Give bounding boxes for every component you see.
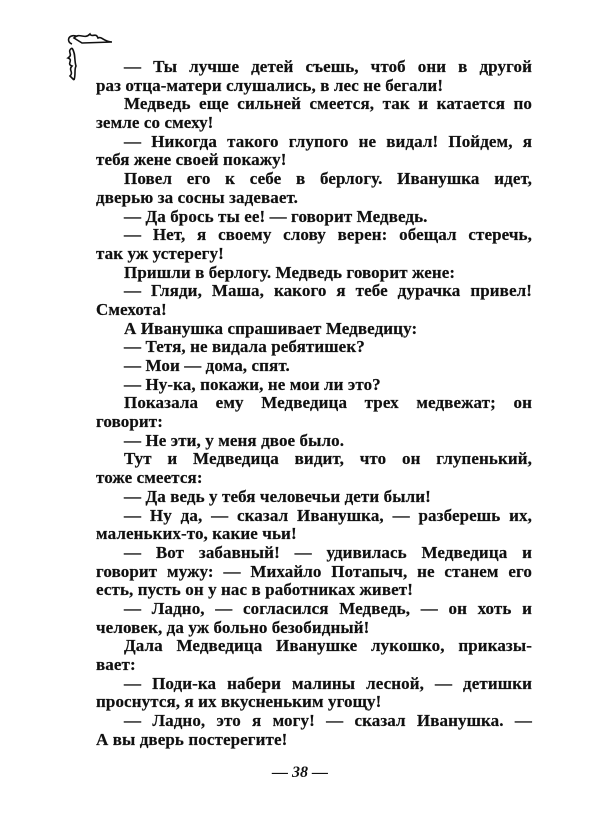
text-line: тоже смеется: — [96, 468, 203, 488]
text-line: проснутся, я их вкусненьким угощу! — [96, 692, 382, 712]
text-line: человек, да уж больно безобидный! — [96, 617, 370, 637]
text-line: — Ладно, это я могу! — сказал Иванушка. — — [124, 711, 532, 731]
text-line: — Тетя, не видала ребятишек? — [124, 337, 365, 357]
text-line: А Иванушка спрашивает Медведицу: — [124, 318, 418, 338]
text-line: Смехота! — [96, 299, 167, 319]
text-line: говорит мужу: — Михайло Потапыч, не станем его — [96, 561, 532, 581]
text-line: вает: — [96, 655, 136, 674]
text-line: тебя жене своей покажу! — [96, 150, 287, 170]
text-line: земле со смеху! — [96, 113, 214, 133]
text-line: Тут и Медведица видит, что он глупенький, — [124, 449, 532, 469]
text-line: — Никогда такого глупого не видал! Пойдем, я — [124, 131, 532, 151]
text-line: говорит: — [96, 412, 163, 432]
text-line: маленьких-то, какие чьи! — [96, 524, 297, 544]
text-line: — Да брось ты ее! — говорит Медведь. — [124, 206, 428, 226]
text-line: — Ну да, — сказал Иванушка, — разберешь их, — [124, 505, 532, 525]
text-line: раз отца-матери слушались, в лес не бегали! — [96, 75, 444, 95]
text-line: Пришли в берлогу. Медведь говорит жене: — [124, 262, 456, 282]
text-line: Показала ему Медведица трех медвежат; он — [124, 393, 532, 413]
text-line: — Мои — дома, спят. — [124, 356, 290, 375]
text-line: так уж устерегу! — [96, 243, 224, 263]
text-line: — Нет, я своему слову верен: обещал стеречь, — [124, 225, 532, 245]
text-line: — Ты лучше детей съешь, чтоб они в другой — [124, 57, 532, 76]
text-line: — Ну-ка, покажи, не мои ли это? — [124, 374, 381, 394]
text-line: дверью за сосны задевает. — [96, 187, 299, 207]
text-line: — Ладно, — согласился Медведь, — он хоть и — [124, 598, 532, 618]
page-text — [96, 58, 532, 749]
text-line: Повел его к себе в берлогу. Иванушка идет, — [124, 169, 532, 189]
text-line: — Не эти, у меня двое было. — [124, 430, 345, 450]
text-line: — Да ведь у тебя человечьи дети были! — [124, 486, 431, 506]
text-line: Дала Медведица Иванушке лукошко, приказы- — [124, 636, 532, 656]
text-line: А вы дверь постерегите! — [96, 729, 288, 749]
text-line: — Поди-ка набери малины лесной, — детишки — [124, 673, 532, 693]
page-number: — 38 — — [272, 764, 328, 781]
text-line: — Гляди, Маша, какого я тебе дурачка привел! — [124, 281, 532, 301]
text-line: Медведь еще сильней смеется, так и катается по — [124, 94, 532, 114]
text-line: есть, пусть он у нас в работниках живет! — [96, 580, 413, 600]
text-line: — Вот забавный! — удивилась Медведица и — [124, 542, 532, 562]
